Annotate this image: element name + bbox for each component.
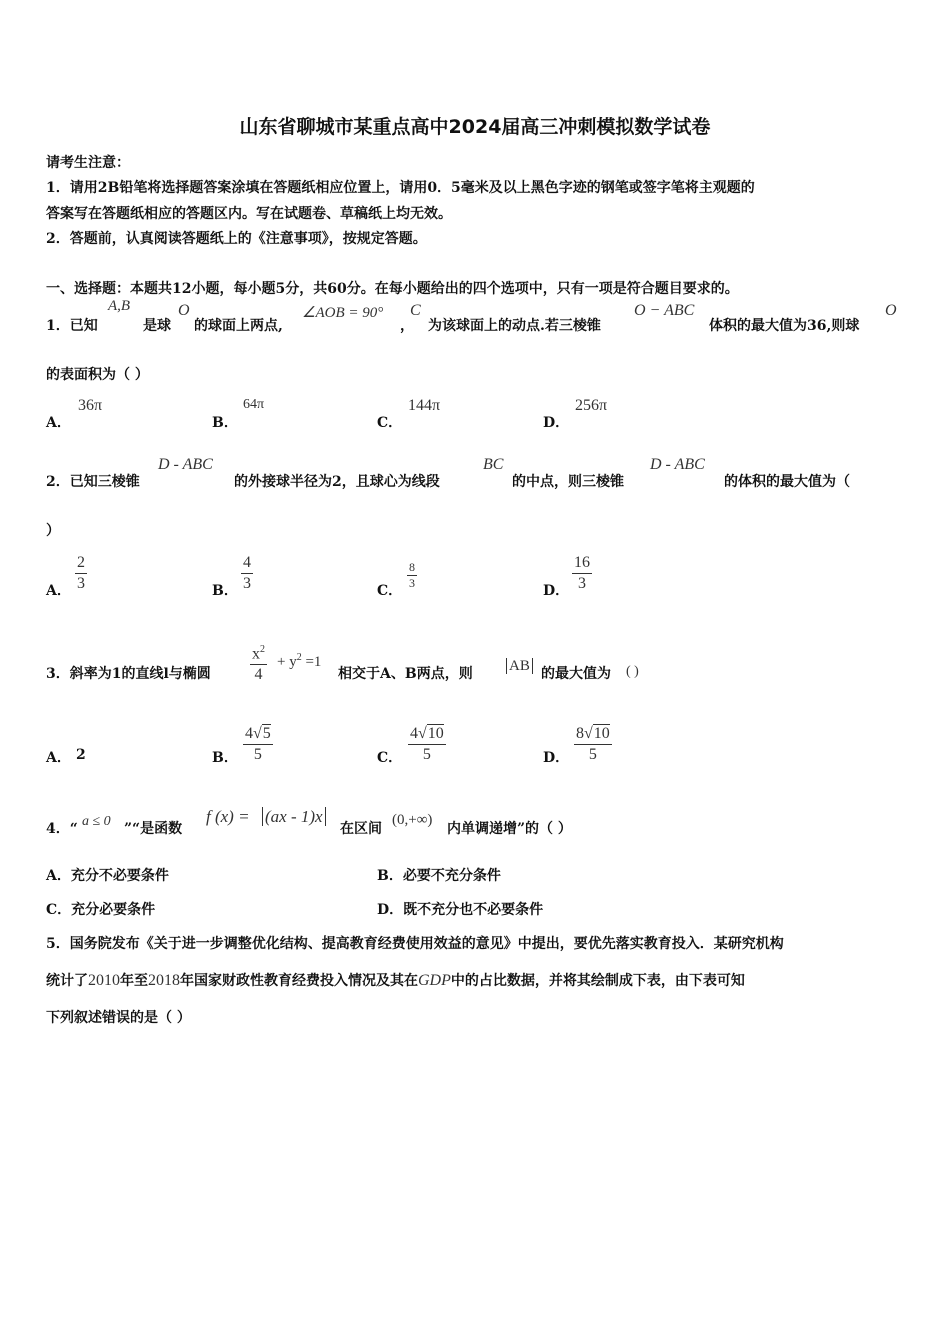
q2-option-b-num: 4 — [241, 553, 253, 574]
q2-option-c-label: C． — [377, 583, 403, 599]
q1-option-a-value: 36π — [78, 397, 103, 414]
q1-text-4: ， — [400, 318, 414, 334]
q2-option-a-num: 2 — [75, 553, 87, 574]
q5-line-1: 5．国务院发布《关于进一步调整优化结构、提高教育经费使用效益的意见》中提出，要优先落实教育投入．某研究机构 — [46, 936, 784, 952]
q1-text-6: 体积的最大值为36,则球 — [709, 318, 860, 334]
q5-line-2 — [46, 970, 745, 990]
q2-math-bc: BC — [483, 456, 504, 473]
q2-option-a-fraction — [75, 553, 87, 594]
q2-text-2: 的外接球半径为2，且球心为线段 — [234, 474, 440, 490]
q3-option-d-label: D． — [543, 750, 570, 766]
q4-text-1: 4．“ — [46, 821, 78, 837]
q2-text-1: 2．已知三棱锥 — [46, 474, 140, 490]
q4-option-a-value: 充分不必要条件 — [70, 868, 169, 884]
q3-option-d-fraction — [574, 724, 612, 765]
q1-math-o: O — [178, 302, 190, 319]
q3-ellipse-rest — [277, 652, 321, 671]
notice-heading: 请考生注意： — [46, 155, 130, 171]
q4-math-interval: (0,+∞) — [392, 812, 433, 828]
q4-option-b-value: 必要不充分条件 — [402, 868, 501, 884]
q2-text-line2: ） — [46, 523, 60, 539]
q3-option-c-rad: 10 — [427, 725, 444, 742]
q1-math-o2: O — [885, 302, 897, 319]
q4-option-d — [377, 899, 543, 919]
q4-math-abs — [262, 807, 326, 827]
q1-math-oabc: O − ABC — [634, 302, 695, 319]
q5-gdp: GDP — [418, 972, 451, 989]
q2-option-d-num: 16 — [572, 553, 592, 574]
q1-option-d-label: D． — [543, 415, 570, 431]
q3-option-c-den: 5 — [422, 746, 431, 763]
q3-text-1: 3．斜率为1的直线l与椭圆 — [46, 666, 211, 682]
q2-option-b-label: B． — [212, 583, 238, 599]
q3-option-d-den: 5 — [588, 746, 597, 763]
page-title: 山东省聊城市某重点高中2024届高三冲刺模拟数学试卷 — [239, 116, 711, 138]
q3-option-b-fraction — [243, 724, 273, 765]
q2-text-4: 的体积的最大值为（ — [724, 474, 850, 490]
q2-math-dabc-2: D - ABC — [650, 456, 705, 473]
q1-option-b-value: 64π — [243, 397, 265, 412]
q3-paren: ( ) — [626, 664, 639, 679]
q3-text-2: 相交于A、B两点，则 — [338, 666, 473, 682]
q5-year-1: 2010 — [88, 972, 120, 989]
q1-text-1: 1．已知 — [46, 318, 98, 334]
q1-text-3: 的球面上两点, — [194, 318, 283, 334]
q2-option-b-den: 3 — [243, 575, 251, 592]
q4-option-c-label: C． — [46, 902, 72, 918]
q1-option-d-value: 256π — [575, 397, 608, 414]
q2-math-dabc: D - ABC — [158, 456, 213, 473]
notice-line-1b: 答案写在答题纸相应的答题区内。写在试题卷、草稿纸上均无效。 — [46, 206, 452, 222]
q3-option-d-rad: 10 — [593, 725, 610, 742]
q2-option-c-num: 8 — [409, 560, 415, 574]
q3-fraction-num: x — [252, 645, 260, 663]
q3-option-c-coef: 4 — [410, 725, 418, 742]
q1-option-c-label: C． — [377, 415, 403, 431]
q5-text-a: 统计了 — [46, 973, 88, 989]
q3-option-c-label: C． — [377, 750, 403, 766]
q3-ellipse-fraction — [250, 640, 267, 685]
q2-text-3: 的中点，则三棱锥 — [512, 474, 624, 490]
q4-option-a — [46, 865, 169, 885]
q5-text-c: 年国家财政性教育经费投入情况及其在 — [180, 973, 418, 989]
q3-fraction-den: 4 — [254, 666, 263, 684]
q3-option-a-value: 2 — [76, 747, 86, 763]
section-heading: 一、选择题：本题共12小题，每小题5分，共60分。在每小题给出的四个选项中，只有一项是符合题目要求的。 — [46, 281, 739, 297]
q3-fraction-exp: 2 — [260, 644, 265, 655]
q2-option-c-den: 3 — [409, 576, 415, 590]
q3-abs-ab-value: AB — [506, 658, 533, 674]
q1-math-c: C — [410, 302, 421, 319]
q1-text-line2: 的表面积为（ ） — [46, 367, 149, 383]
q3-option-a-label: A． — [46, 750, 71, 766]
q3-rest-eq: =1 — [305, 654, 322, 670]
q2-option-d-fraction — [572, 553, 592, 594]
q3-option-c-num: 4√10 — [408, 724, 446, 745]
q4-math-f: f (x) = — [206, 807, 250, 826]
q3-option-b-rad: 5 — [262, 725, 271, 742]
q3-fraction-num-wrap — [250, 640, 267, 665]
q2-option-a-den: 3 — [77, 575, 85, 592]
q1-option-b-label: B． — [212, 415, 238, 431]
q2-option-a-label: A． — [46, 583, 71, 599]
q4-text-3: 在区间 — [340, 821, 382, 837]
q5-year-2: 2018 — [148, 972, 180, 989]
q1-text-2: 是球 — [143, 318, 171, 334]
q3-option-b-coef: 4 — [245, 725, 253, 742]
q5-text-d: 中的占比数据，并将其绘制成下表，由下表可知 — [450, 973, 745, 989]
q2-option-b-fraction — [241, 553, 253, 594]
q5-text-b: 年至 — [120, 973, 148, 989]
q4-text-2: ”“是函数 — [124, 821, 183, 837]
q3-abs-ab — [506, 658, 533, 675]
q4-option-c — [46, 899, 155, 919]
q1-math-angle: ∠AOB = 90° — [302, 305, 384, 321]
q2-option-d-den: 3 — [578, 575, 586, 592]
q4-option-c-value: 充分必要条件 — [71, 902, 156, 918]
q4-math-a: a ≤ 0 — [82, 814, 111, 829]
q4-option-d-label: D． — [377, 902, 404, 918]
q1-math-ab: A,B — [108, 298, 131, 314]
q2-option-d-label: D． — [543, 583, 570, 599]
q3-option-b-den: 5 — [253, 746, 262, 763]
q3-rest-exp: 2 — [296, 652, 302, 663]
q4-math-abs-value: (ax - 1)x — [262, 807, 326, 826]
q3-option-c-fraction — [408, 724, 446, 765]
q2-option-c-fraction — [407, 560, 417, 591]
q4-option-d-value: 既不充分也不必要条件 — [403, 902, 544, 918]
q3-option-d-num: 8√10 — [574, 724, 612, 745]
q3-option-d-coef: 8 — [576, 725, 584, 742]
q1-option-c-value: 144π — [408, 397, 441, 414]
q3-text-3: 的最大值为 — [541, 666, 611, 682]
q1-option-a-label: A． — [46, 415, 71, 431]
notice-line-1: 1．请用2B铅笔将选择题答案涂填在答题纸相应位置上，请用0．5毫米及以上黑色字迹的钢笔或签字笔将主观题的 — [46, 180, 755, 196]
q3-rest-term: + y — [277, 654, 297, 670]
notice-line-2: 2．答题前，认真阅读答题纸上的《注意事项》，按规定答题。 — [46, 231, 427, 247]
q5-line-3: 下列叙述错误的是（ ） — [46, 1010, 191, 1026]
q4-option-a-label: A． — [46, 868, 71, 884]
q4-option-b — [377, 865, 501, 885]
q1-text-5: 为该球面上的动点.若三棱锥 — [428, 318, 601, 334]
q3-option-b-label: B． — [212, 750, 238, 766]
q4-text-4: 内单调递增”的（ ） — [447, 821, 572, 837]
q3-option-b-num: 4√5 — [243, 724, 273, 745]
q4-option-b-label: B． — [377, 868, 403, 884]
